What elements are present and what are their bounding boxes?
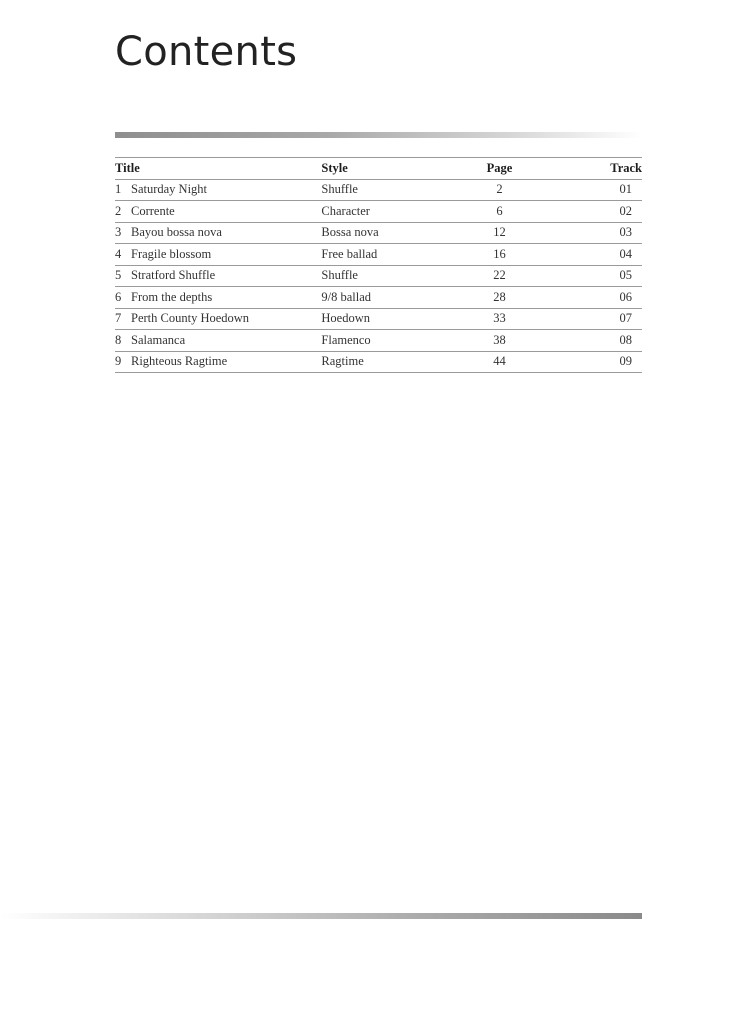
table-row: [115, 308, 642, 330]
row-page: 16: [449, 244, 550, 266]
row-page: 28: [449, 287, 550, 309]
row-track: 07: [550, 308, 642, 330]
row-page: 44: [449, 351, 550, 373]
row-track: 08: [550, 330, 642, 352]
row-title: Salamanca: [131, 332, 186, 347]
row-title-cell: [115, 308, 321, 330]
table-row: [115, 179, 642, 201]
row-page: 6: [449, 201, 550, 223]
row-number: 3: [115, 225, 122, 240]
table-row: [115, 222, 642, 244]
row-track: 01: [550, 179, 642, 201]
row-style: Character: [321, 201, 448, 223]
row-title-cell: [115, 244, 321, 266]
row-number: 1: [115, 182, 122, 197]
table-row: [115, 330, 642, 352]
page-title: Contents: [115, 29, 298, 75]
header-page: Page: [449, 158, 550, 180]
row-number: 9: [115, 354, 122, 369]
row-title: Righteous Ragtime: [131, 354, 228, 369]
table-header-row: [115, 158, 642, 180]
row-style: Flamenco: [321, 330, 448, 352]
row-title-cell: [115, 222, 321, 244]
row-title-cell: [115, 351, 321, 373]
row-page: 38: [449, 330, 550, 352]
row-number: 7: [115, 311, 122, 326]
row-title: Corrente: [131, 203, 175, 218]
row-style: Shuffle: [321, 179, 448, 201]
row-title-cell: [115, 287, 321, 309]
row-number: 6: [115, 289, 122, 304]
top-divider: [115, 132, 642, 138]
table-body: [115, 179, 642, 373]
row-title: Perth County Hoedown: [131, 311, 250, 326]
row-track: 04: [550, 244, 642, 266]
table-row: [115, 351, 642, 373]
row-title: Saturday Night: [131, 182, 208, 197]
table-row: [115, 287, 642, 309]
row-style: Shuffle: [321, 265, 448, 287]
row-style: Ragtime: [321, 351, 448, 373]
row-track: 06: [550, 287, 642, 309]
header-title: Title: [115, 158, 321, 180]
row-number: 5: [115, 268, 122, 283]
row-title: Stratford Shuffle: [131, 268, 216, 283]
row-number: 8: [115, 332, 122, 347]
row-style: 9/8 ballad: [321, 287, 448, 309]
row-style: Free ballad: [321, 244, 448, 266]
row-title: Fragile blossom: [131, 246, 212, 261]
row-track: 02: [550, 201, 642, 223]
row-page: 12: [449, 222, 550, 244]
table-row: [115, 265, 642, 287]
table-row: [115, 244, 642, 266]
row-style: Hoedown: [321, 308, 448, 330]
row-track: 09: [550, 351, 642, 373]
row-title: From the depths: [131, 289, 213, 304]
table-row: [115, 201, 642, 223]
row-number: 4: [115, 246, 122, 261]
row-title-cell: [115, 201, 321, 223]
row-title-cell: [115, 179, 321, 201]
row-track: 03: [550, 222, 642, 244]
header-style: Style: [321, 158, 448, 180]
row-title-cell: [115, 265, 321, 287]
header-track: Track: [550, 158, 642, 180]
row-style: Bossa nova: [321, 222, 448, 244]
row-title: Bayou bossa nova: [131, 225, 222, 240]
row-page: 22: [449, 265, 550, 287]
row-track: 05: [550, 265, 642, 287]
row-number: 2: [115, 203, 122, 218]
row-title-cell: [115, 330, 321, 352]
row-page: 33: [449, 308, 550, 330]
bottom-divider: [0, 913, 642, 919]
contents-table: [115, 157, 642, 373]
row-page: 2: [449, 179, 550, 201]
